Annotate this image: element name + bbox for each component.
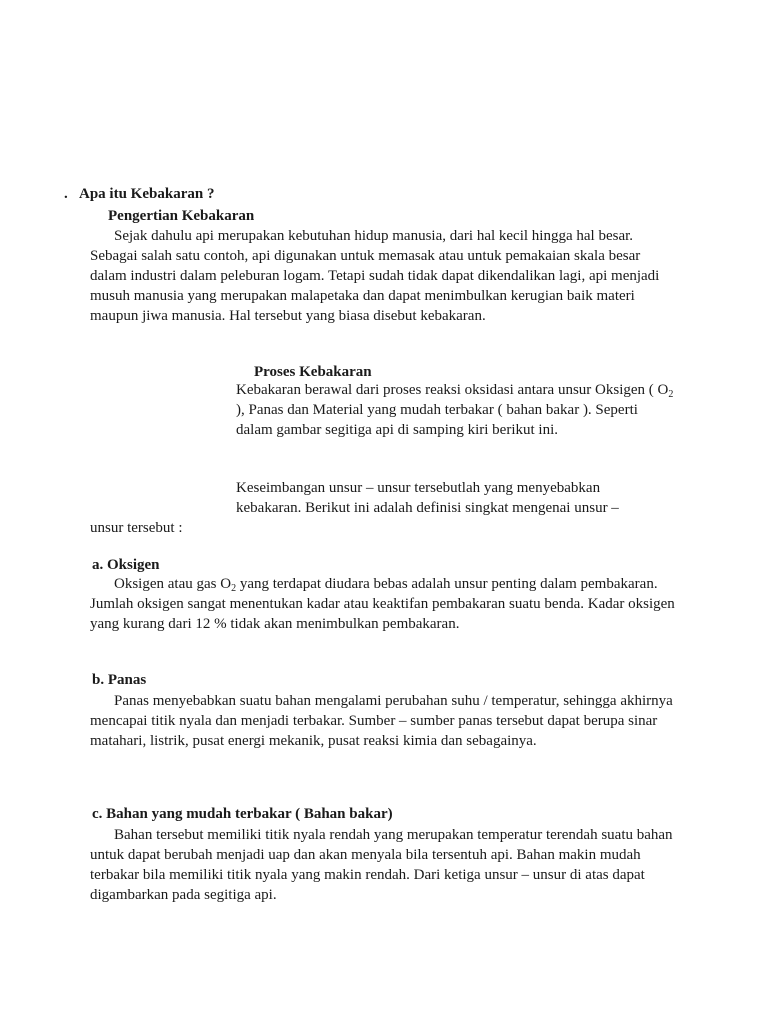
keseimbangan-line-2: kebakaran. Berikut ini adalah definisi singkat mengenai unsur –	[236, 500, 619, 516]
bahan-paragraph: Bahan tersebut memiliki titik nyala rendah yang merupakan temperatur terendah suatu bahan untuk dapat berubah menjadi uap dan akan menyala bila tersentuh api. Bahan makin mudah terbakar bila memiliki titik nyala yang makin rendah. Dari ketiga unsur – unsur di atas dapat digambarkan pada segitiga api.	[90, 827, 673, 903]
proses-title: Proses Kebakaran	[254, 364, 372, 380]
oksigen-paragraph	[90, 574, 680, 634]
keseimbangan-line-3: unsur tersebut :	[90, 520, 183, 536]
keseimbangan-line-1: Keseimbangan unsur – unsur tersebutlah yang menyebabkan	[236, 480, 601, 496]
oksigen-text-a: Oksigen atau gas O	[114, 576, 232, 592]
proses-paragraph	[236, 380, 678, 440]
bahan-title: c. Bahan yang mudah terbakar ( Bahan bakar)	[92, 806, 393, 822]
oksigen-text-b: yang terdapat diudara bebas adalah unsur penting dalam pembakaran. Jumlah oksigen sangat menentukan kadar atau keaktifan pembakaran suatu benda. Kadar oksigen yang kurang dari 12 % tidak akan menimbulkan pembakaran.	[90, 576, 675, 632]
section-heading: Apa itu Kebakaran ?	[79, 186, 215, 202]
pengertian-title: Pengertian Kebakaran	[108, 208, 255, 224]
list-bullet: .	[64, 186, 68, 202]
pengertian-paragraph: Sejak dahulu api merupakan kebutuhan hidup manusia, dari hal kecil hingga hal besar. Sebagai salah satu contoh, api digunakan untuk memasak atau untuk pemakaian skala besar dalam industri dalam peleburan logam. Tetapi sudah tidak dapat dikendalikan lagi, api menjadi musuh manusia yang merupakan malapetaka dan dapat menimbulkan kerugian baik materi maupun jiwa manusia. Hal tersebut yang biasa disebut kebakaran.	[90, 228, 660, 324]
proses-subscript: 2	[668, 389, 674, 400]
panas-title: b. Panas	[92, 672, 147, 688]
oksigen-subscript: 2	[231, 583, 237, 594]
panas-paragraph: Panas menyebabkan suatu bahan mengalami perubahan suhu / temperatur, sehingga akhirnya mencapai titik nyala dan menjadi terbakar. Sumber – sumber panas tersebut dapat berupa sinar matahari, listrik, pusat energi mekanik, pusat reaksi kimia dan sebagainya.	[90, 693, 673, 749]
proses-text-b: ), Panas dan Material yang mudah terbakar ( bahan bakar ). Seperti dalam gambar segitiga api di samping kiri berikut ini.	[236, 402, 638, 438]
oksigen-title: a. Oksigen	[92, 557, 160, 573]
proses-text-a: Kebakaran berawal dari proses reaksi oksidasi antara unsur Oksigen ( O	[236, 382, 669, 398]
